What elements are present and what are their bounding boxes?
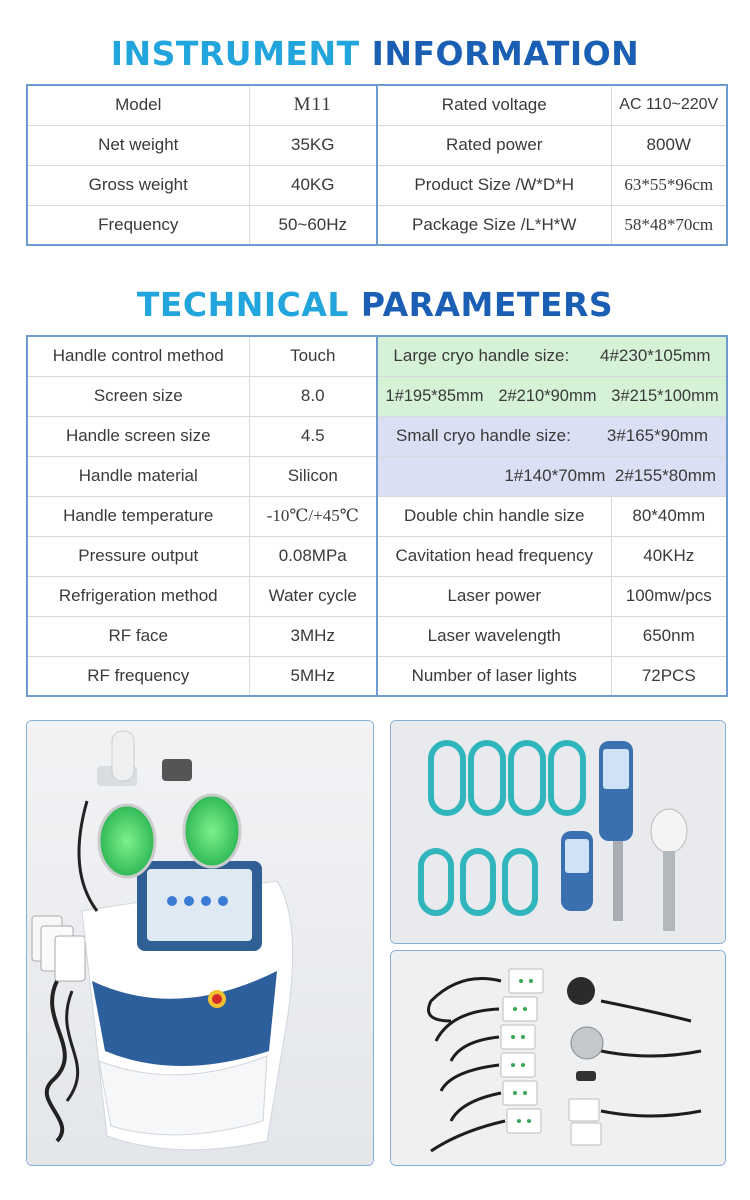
spec-value: Water cycle	[249, 576, 377, 616]
table-row	[27, 456, 727, 496]
spec-value: 3MHz	[249, 616, 377, 656]
small-cryo-handle-size	[377, 416, 727, 456]
spec-label: Laser wavelength	[377, 616, 611, 656]
large-cryo-size-3: 3#215*100mm	[611, 386, 719, 405]
spec-value: 35KG	[249, 125, 377, 165]
large-cryo-size-1: 1#195*85mm	[385, 386, 484, 405]
spec-value: AC 110~220V	[611, 85, 727, 125]
spec-value: 4.5	[249, 416, 377, 456]
spec-label: Model	[27, 85, 249, 125]
table-row	[27, 536, 727, 576]
small-cryo-label: Small cryo handle size:	[396, 426, 571, 445]
spec-value: 5MHz	[249, 656, 377, 696]
spec-label: RF frequency	[27, 656, 249, 696]
handles-photo	[390, 720, 726, 944]
small-cryo-size-2: 2#155*80mm	[614, 466, 717, 485]
instrument-information-title	[0, 34, 750, 73]
table-row	[27, 576, 727, 616]
large-cryo-label: Large cryo handle size:	[393, 346, 570, 366]
spec-value: Silicon	[249, 456, 377, 496]
spec-label: Laser power	[377, 576, 611, 616]
spec-value: 100mw/pcs	[611, 576, 727, 616]
spec-value: 50~60Hz	[249, 205, 377, 245]
technical-parameters-title	[0, 285, 750, 324]
large-cryo-size-4: 4#230*105mm	[600, 346, 711, 366]
spec-label: Pressure output	[27, 536, 249, 576]
large-cryo-size-2: 2#210*90mm	[498, 386, 597, 405]
table-row	[27, 336, 727, 376]
spec-label: Handle screen size	[27, 416, 249, 456]
instrument-information-table	[26, 84, 728, 246]
table-row	[27, 656, 727, 696]
spec-label: Rated power	[377, 125, 611, 165]
spec-label: Number of laser lights	[377, 656, 611, 696]
spec-label: Screen size	[27, 376, 249, 416]
spec-label: Net weight	[27, 125, 249, 165]
spec-label: Handle control method	[27, 336, 249, 376]
machine-photo	[26, 720, 374, 1166]
spec-label: Refrigeration method	[27, 576, 249, 616]
small-cryo-size-1: 1#140*70mm	[504, 466, 606, 485]
title-part-1: TECHNICAL	[136, 285, 349, 324]
spec-label: Rated voltage	[377, 85, 611, 125]
spec-label: Package Size /L*H*W	[377, 205, 611, 245]
spec-value: 800W	[611, 125, 727, 165]
spec-label: Cavitation head frequency	[377, 536, 611, 576]
technical-parameters-table	[26, 335, 728, 697]
table-row	[27, 376, 727, 416]
spec-label: RF face	[27, 616, 249, 656]
title-part-1: INSTRUMENT	[110, 34, 360, 73]
table-row	[27, 165, 727, 205]
table-row	[27, 205, 727, 245]
table-row	[27, 416, 727, 456]
table-row	[27, 125, 727, 165]
spec-value: 650nm	[611, 616, 727, 656]
title-part-2: PARAMETERS	[360, 285, 614, 324]
large-cryo-handle-size	[377, 336, 727, 376]
title-part-2: INFORMATION	[371, 34, 640, 73]
table-row	[27, 85, 727, 125]
spec-label: Double chin handle size	[377, 496, 611, 536]
accessories-photo	[390, 950, 726, 1166]
small-cryo-size-3: 3#165*90mm	[606, 426, 708, 445]
spec-label: Frequency	[27, 205, 249, 245]
spec-label: Handle temperature	[27, 496, 249, 536]
table-row	[27, 496, 727, 536]
spec-label: Gross weight	[27, 165, 249, 205]
spec-value: 58*48*70cm	[611, 205, 727, 245]
spec-value: 0.08MPa	[249, 536, 377, 576]
small-cryo-handle-sizes	[377, 456, 727, 496]
spec-label: Product Size /W*D*H	[377, 165, 611, 205]
spec-value: 40KG	[249, 165, 377, 205]
spec-value: 40KHz	[611, 536, 727, 576]
spec-value: 63*55*96cm	[611, 165, 727, 205]
spec-label: Handle material	[27, 456, 249, 496]
spec-value: Touch	[249, 336, 377, 376]
spec-value: 8.0	[249, 376, 377, 416]
large-cryo-handle-sizes	[377, 376, 727, 416]
table-row	[27, 616, 727, 656]
spec-value: 72PCS	[611, 656, 727, 696]
spec-value: 80*40mm	[611, 496, 727, 536]
spec-value: M11	[249, 85, 377, 125]
spec-value: -10℃/+45℃	[249, 496, 377, 536]
